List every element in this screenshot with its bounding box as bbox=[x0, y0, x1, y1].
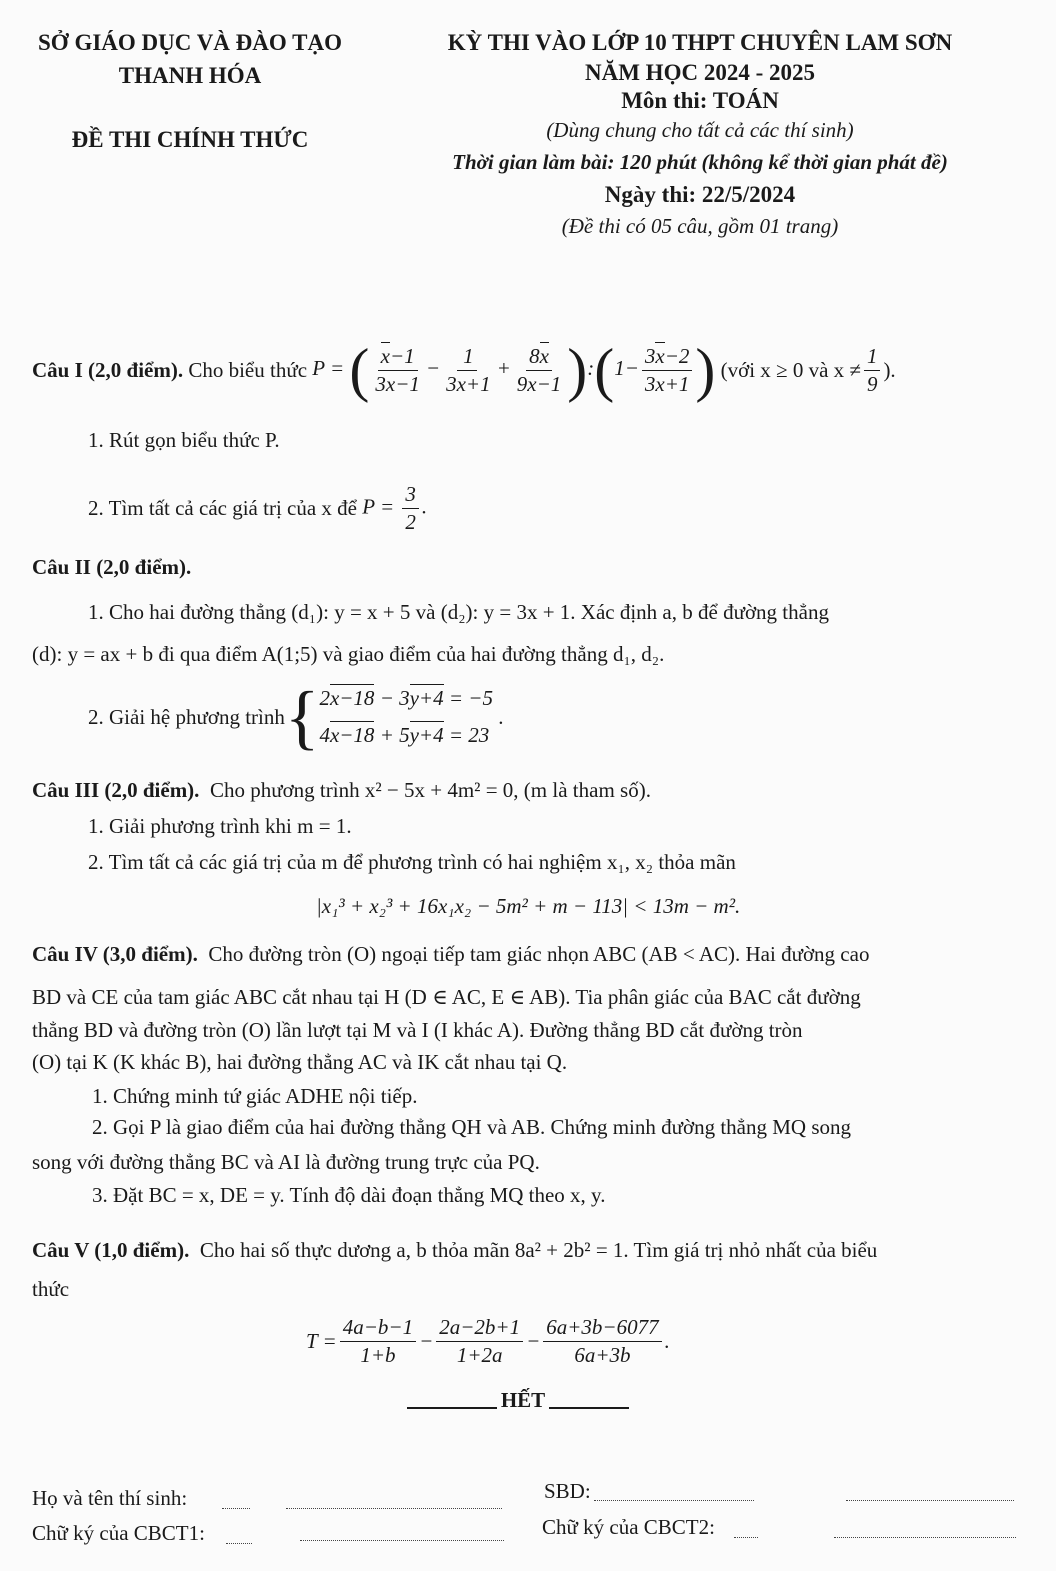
q5-label: Câu V (1,0 điểm). bbox=[32, 1238, 190, 1262]
official-exam-label: ĐỀ THI CHÍNH THỨC bbox=[71, 127, 309, 152]
sbd-line-b[interactable] bbox=[846, 1500, 1014, 1501]
q4-item1: 1. Chứng minh tứ giác ADHE nội tiếp. bbox=[92, 1084, 418, 1108]
q4-label: Câu IV (3,0 điểm). bbox=[32, 942, 198, 966]
proctor2-signature-line-a[interactable] bbox=[734, 1537, 758, 1538]
end-mark-text: HẾT bbox=[500, 1388, 546, 1412]
q1-item2-text: 2. Tìm tất cả các giá trị của x để bbox=[88, 495, 357, 520]
candidate-name-line-b[interactable] bbox=[286, 1508, 502, 1509]
q1-expression: P = ( $\frac{x-1}{3x-1}$ − $\frac{1}{3x+1}$ + $\frac{8x}{9x-1}$ ):(1− $\frac{3x-2}{3x+1}$ ) bbox=[312, 337, 716, 403]
exam-title: KỲ THI VÀO LỚP 10 THPT CHUYÊN LAM SƠN bbox=[447, 30, 953, 55]
province-name: THANH HÓA bbox=[118, 63, 262, 88]
q3-intro: Cho phương trình x² − 5x + 4m² = 0, (m là tham số). bbox=[209, 778, 651, 802]
q4-statement-line1 bbox=[32, 942, 869, 967]
candidate-name-label: Họ và tên thí sinh: bbox=[32, 1486, 188, 1510]
q5-line1: Cho hai số thực dương a, b thỏa mãn 8a² + 2b² = 1. Tìm giá trị nhỏ nhất của biểu bbox=[199, 1238, 878, 1262]
q4-item3: 3. Đặt BC = x, DE = y. Tính độ dài đoạn thẳng MQ theo x, y. bbox=[92, 1183, 606, 1207]
q2-label: Câu II (2,0 điểm). bbox=[32, 555, 192, 579]
q3-item2: 2. Tìm tất cả các giá trị của m để phương trình có hai nghiệm x₁, x₂ thỏa mãn bbox=[88, 850, 736, 874]
proctor2-signature-line-b[interactable] bbox=[834, 1537, 1016, 1538]
q2-item1-line1: 1. Cho hai đường thẳng (d₁): y = x + 5 và (d₂): y = 3x + 1. Xác định a, b để đường thẳng bbox=[88, 600, 829, 624]
subject: Môn thi: TOÁN bbox=[621, 88, 779, 113]
proctor1-signature-line-b[interactable] bbox=[300, 1540, 504, 1541]
exam-date: Ngày thi: 22/5/2024 bbox=[604, 182, 796, 207]
q3-item1: 1. Giải phương trình khi m = 1. bbox=[88, 814, 352, 838]
proctor1-signature-line-a[interactable] bbox=[226, 1543, 252, 1544]
q1-statement: Câu I (2,0 điểm). Cho biểu thức P = ( $\frac{x-1}{3x-1}$ − $\frac{1}{3x+1}$ + $\frac{8x}{9x-1}$ ):(1− $\frac{3x-2}{3x+1}$ ) (với x ≥ 0 và x ≠ $\frac{1}{9}$ ). bbox=[32, 337, 896, 403]
q2-item2-text: 2. Giải hệ phương trình bbox=[88, 704, 285, 729]
candidate-name-line-a[interactable] bbox=[222, 1508, 250, 1509]
department-name: SỞ GIÁO DỤC VÀ ĐÀO TẠO bbox=[38, 30, 342, 55]
school-year: NĂM HỌC 2024 - 2025 bbox=[585, 60, 815, 85]
q4-line4: (O) tại K (K khác B), hai đường thẳng AC và IK cắt nhau tại Q. bbox=[32, 1050, 568, 1074]
page-note: (Đề thi có 05 câu, gồm 01 trang) bbox=[561, 214, 839, 238]
proctor2-signature-label: Chữ ký của CBCT2: bbox=[542, 1515, 715, 1539]
q4-item2-line1: 2. Gọi P là giao điểm của hai đường thẳng QH và AB. Chứng minh đường thẳng MQ song bbox=[92, 1115, 852, 1139]
q1-label: Câu I (2,0 điểm). bbox=[32, 357, 184, 382]
proctor1-signature-label: Chữ ký của CBCT1: bbox=[32, 1521, 205, 1545]
sbd-line-a[interactable] bbox=[594, 1500, 754, 1501]
q2-system: 2x−18 − 3y+4 = −5 4x−18 + 5y+4 = 23 bbox=[319, 686, 493, 747]
q1-intro: Cho biểu thức bbox=[188, 357, 308, 382]
q4-item2-line2: song với đường thẳng BC và AI là đường trung trực của PQ. bbox=[32, 1150, 540, 1174]
q3-inequality: |x₁³ + x₂³ + 16x₁x₂ − 5m² + m − 113| < 13m − m². bbox=[316, 894, 741, 918]
q5-statement-line1 bbox=[32, 1238, 877, 1263]
q5-expression: T = $\frac{4a-b-1}{1+b}$ − $\frac{2a-2b+1}{1+2a}$ − $\frac{6a+3b-6077}{6a+3b}$ . bbox=[306, 1314, 670, 1367]
q2-item2: 2. Giải hệ phương trình { 2x−18 − 3y+4 = −5 4x−18 + 5y+4 = 23 . bbox=[88, 677, 504, 757]
q4-line1: Cho đường tròn (O) ngoại tiếp tam giác nhọn ABC (AB < AC). Hai đường cao bbox=[208, 942, 870, 966]
q4-line2: BD và CE của tam giác ABC cắt nhau tại H (D ∈ AC, E ∈ AB). Tia phân giác của BAC cắt đường bbox=[32, 985, 861, 1009]
q4-line3: thẳng BD và đường tròn (O) lần lượt tại M và I (I khác A). Đường thẳng BD cắt đường tròn bbox=[32, 1018, 803, 1042]
q3-statement bbox=[32, 778, 651, 803]
q2-item1-line2: (d): y = ax + b đi qua điểm A(1;5) và giao điểm của hai đường thẳng d₁, d₂. bbox=[32, 642, 665, 666]
q1-item1: 1. Rút gọn biểu thức P. bbox=[88, 428, 280, 452]
q1-item2: 2. Tìm tất cả các giá trị của x để P = $\frac{3}{2}$ . bbox=[88, 481, 428, 534]
sbd-label: SBD: bbox=[544, 1479, 591, 1503]
time-note: Thời gian làm bài: 120 phút (không kể thời gian phát đề) bbox=[452, 150, 948, 174]
q1-condition: (với x ≥ 0 và x ≠ bbox=[720, 357, 861, 382]
q3-label: Câu III (2,0 điểm). bbox=[32, 778, 200, 802]
audience-note: (Dùng chung cho tất cả các thí sinh) bbox=[546, 118, 854, 142]
q5-line2: thức bbox=[32, 1277, 70, 1301]
end-mark bbox=[398, 1388, 638, 1413]
